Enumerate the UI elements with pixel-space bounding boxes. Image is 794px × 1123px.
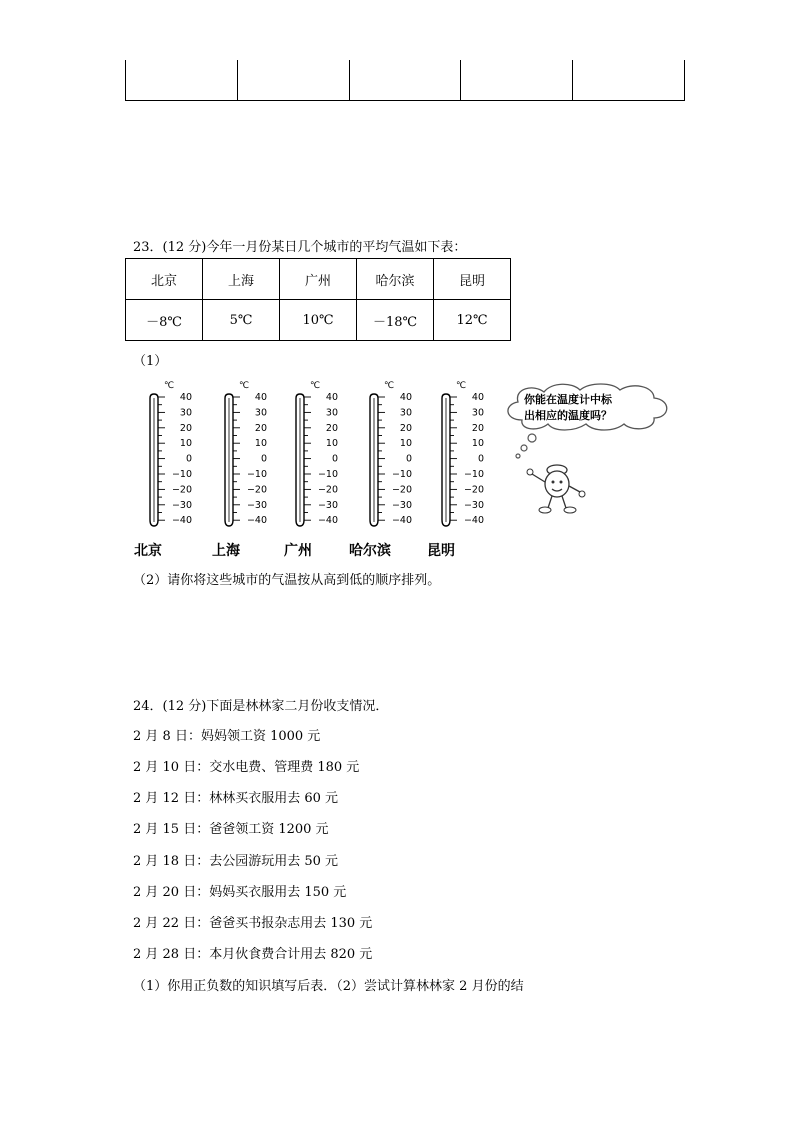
thermometer-city-label: 北京	[134, 543, 162, 559]
part1-label: （1）	[133, 354, 168, 369]
q24-instructions: （1）你用正负数的知识填写后表．（2）尝试计算林林家 2 月份的结	[133, 979, 524, 994]
unit-label: ℃	[384, 381, 395, 391]
table-cell	[461, 60, 573, 100]
scale-tick-label: −20	[391, 484, 412, 496]
scale-tick-label: −10	[246, 469, 267, 480]
scale-tick-label: 20	[399, 422, 412, 434]
unit-label: ℃	[310, 381, 321, 391]
list-item: 2 月 22 日：爸爸买书报杂志用去 130 元	[133, 916, 373, 931]
scale-tick-label: −40	[317, 515, 338, 527]
scale-tick-label: 10	[325, 438, 338, 450]
city-row	[126, 259, 511, 300]
list-item: 2 月 15 日：爸爸领工资 1200 元	[133, 822, 329, 837]
thermometer	[223, 380, 283, 530]
scale-tick-label: −30	[317, 499, 338, 511]
thermometer-city-label: 上海	[212, 543, 240, 559]
list-item: 2 月 10 日：交水电费、管理费 180 元	[133, 760, 360, 775]
scale-tick-label: 30	[179, 407, 192, 419]
list-item: 2 月 28 日：本月伙食费合计用去 820 元	[133, 947, 373, 962]
temp-cell: 12℃	[434, 300, 511, 341]
cartoon-character-icon	[520, 458, 590, 518]
unit-label: ℃	[239, 381, 250, 391]
scale-tick-label: 20	[179, 422, 192, 434]
scale-tick-label: −20	[246, 484, 267, 496]
temp-cell: －8℃	[126, 300, 203, 341]
thermometer	[440, 380, 500, 530]
scale-tick-label: −40	[171, 515, 192, 527]
table-cell	[238, 60, 350, 100]
unit-label: ℃	[164, 381, 175, 391]
scale-tick-label: −10	[463, 469, 484, 480]
scale-tick-label: −40	[391, 515, 412, 527]
scale-tick-label: 40	[254, 392, 267, 403]
previous-answer-table	[125, 60, 685, 101]
scale-tick-label: 20	[325, 422, 338, 434]
scale-tick-label: 0	[405, 453, 412, 465]
temperature-table	[125, 258, 511, 341]
table-cell	[573, 60, 684, 100]
thermometer-city-label: 广州	[284, 543, 312, 559]
scale-tick-label: −10	[171, 469, 192, 480]
table-cell	[126, 60, 238, 100]
city-cell: 昆明	[434, 259, 511, 300]
city-cell: 广州	[280, 259, 357, 300]
scale-tick-label: 20	[254, 422, 267, 434]
scale-tick-label: 10	[399, 438, 412, 450]
temp-cell: 5℃	[203, 300, 280, 341]
list-item: 2 月 18 日：去公园游玩用去 50 元	[133, 854, 339, 869]
thermometer	[368, 380, 428, 530]
q23-heading: 23．(12 分)今年一月份某日几个城市的平均气温如下表：	[133, 240, 467, 255]
scale-tick-label: −30	[171, 499, 192, 511]
scale-tick-label: 30	[399, 407, 412, 419]
scale-tick-label: −20	[317, 484, 338, 496]
bubble-text	[524, 392, 612, 424]
scale-tick-label: −30	[246, 499, 267, 511]
scale-tick-label: 40	[399, 392, 412, 403]
list-item: 2 月 8 日：妈妈领工资 1000 元	[133, 729, 321, 744]
city-cell: 北京	[126, 259, 203, 300]
scale-tick-label: 0	[331, 453, 338, 465]
scale-tick-label: −40	[246, 515, 267, 527]
scale-tick-label: 0	[185, 453, 192, 465]
temp-cell: －18℃	[357, 300, 434, 341]
part2-text: （2）请你将这些城市的气温按从高到低的顺序排列。	[133, 573, 441, 588]
scale-tick-label: −20	[171, 484, 192, 496]
temp-row	[126, 300, 511, 341]
scale-tick-label: 40	[179, 392, 192, 403]
scale-tick-label: −30	[391, 499, 412, 511]
bubble-line: 出相应的温度吗？	[524, 409, 612, 422]
city-cell: 上海	[203, 259, 280, 300]
scale-tick-label: −30	[463, 499, 484, 511]
temp-cell: 10℃	[280, 300, 357, 341]
scale-tick-label: 30	[325, 407, 338, 419]
scale-tick-label: −20	[463, 484, 484, 496]
scale-tick-label: 40	[471, 392, 484, 403]
q24-heading: 24．(12 分)下面是林林家二月份收支情况．	[133, 699, 389, 714]
bubble-line: 你能在温度计中标	[524, 393, 612, 406]
scale-tick-label: 0	[260, 453, 267, 465]
scale-tick-label: −40	[463, 515, 484, 527]
scale-tick-label: −10	[317, 469, 338, 480]
thermometer-city-label: 昆明	[427, 543, 455, 559]
table-cell	[350, 60, 462, 100]
scale-tick-label: 10	[471, 438, 484, 450]
city-cell: 哈尔滨	[357, 259, 434, 300]
list-item: 2 月 12 日：林林买衣服用去 60 元	[133, 791, 339, 806]
scale-tick-label: 40	[325, 392, 338, 403]
scale-tick-label: 10	[179, 438, 192, 450]
scale-tick-label: −10	[391, 469, 412, 480]
thermometer-city-label: 哈尔滨	[349, 543, 391, 559]
scale-tick-label: 10	[254, 438, 267, 450]
thermometer	[294, 380, 354, 530]
list-item: 2 月 20 日：妈妈买衣服用去 150 元	[133, 885, 347, 900]
scale-tick-label: 30	[471, 407, 484, 419]
scale-tick-label: 30	[254, 407, 267, 419]
unit-label: ℃	[456, 381, 467, 391]
scale-tick-label: 20	[471, 422, 484, 434]
thermometer	[148, 380, 208, 530]
scale-tick-label: 0	[477, 453, 484, 465]
